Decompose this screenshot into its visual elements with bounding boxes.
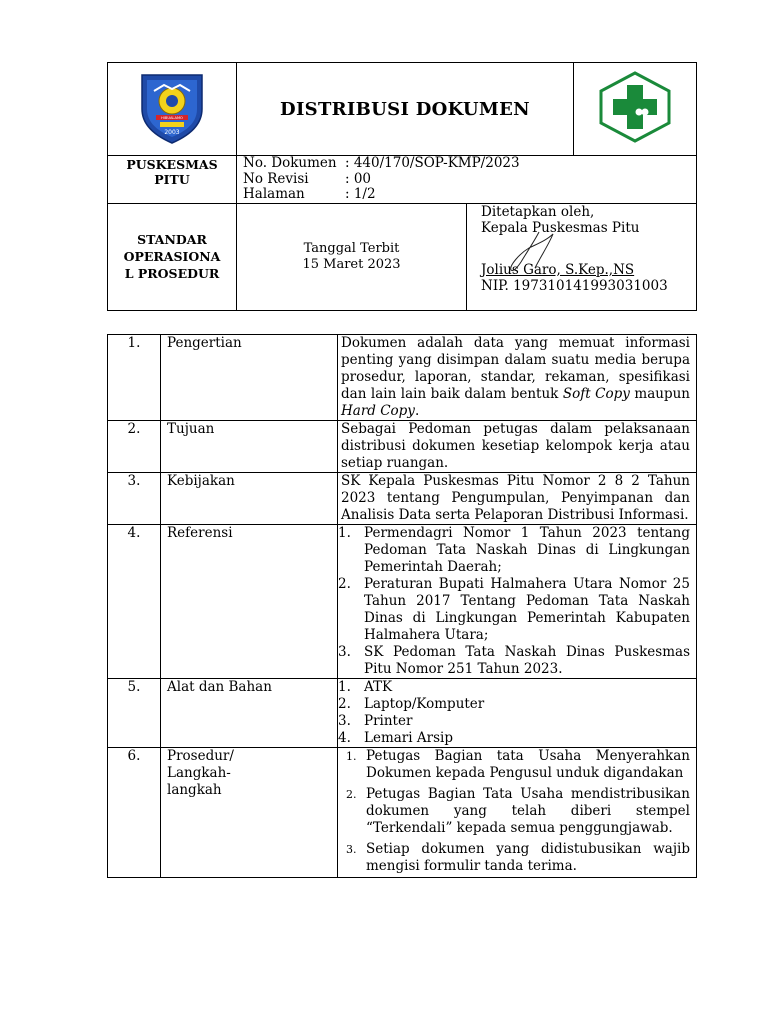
list-item: 2. Peraturan Bupati Halmahera Utara Nomor 25 Tahun 2017 Tentang Pedoman Tata Naskah Dinas di Lingkungan Pemerintah Kabupaten Halmahera Utara; xyxy=(338,576,690,643)
svg-text:HIBUALAMO: HIBUALAMO xyxy=(161,116,183,120)
regency-emblem-icon xyxy=(134,69,210,145)
row-label: Kebijakan xyxy=(161,473,338,525)
page-row xyxy=(243,187,696,203)
reference-list xyxy=(338,525,690,678)
document-number-row xyxy=(243,156,696,172)
table-row xyxy=(108,335,697,421)
sop-label-line2: OPERASIONA xyxy=(123,249,221,264)
document-title-text: DISTRIBUSI DOKUMEN xyxy=(280,98,530,120)
tools-list xyxy=(338,679,690,747)
list-item: 3. SK Pedoman Tata Naskah Dinas Puskesmas Pitu Nomor 251 Tahun 2023. xyxy=(338,644,690,677)
procedure-list xyxy=(346,748,690,875)
list-item: 1. ATK xyxy=(338,679,393,695)
issue-date-value: 15 Maret 2023 xyxy=(302,256,401,272)
signature-icon xyxy=(507,230,567,276)
document-number-label: No. Dokumen xyxy=(243,155,337,171)
row-number: 1. xyxy=(108,335,161,421)
table-row xyxy=(108,679,697,748)
approval-line1: Ditetapkan oleh, xyxy=(481,203,595,220)
sop-label-line3: L PROSEDUR xyxy=(124,266,220,281)
svg-text:2003: 2003 xyxy=(164,129,180,136)
row-content xyxy=(338,679,697,748)
table-row xyxy=(108,421,697,473)
document-info-cell xyxy=(237,156,697,204)
row-label: Referensi xyxy=(161,525,338,679)
revision-row xyxy=(243,172,696,188)
row-label: Tujuan xyxy=(161,421,338,473)
sop-content-table xyxy=(107,334,697,878)
approval-cell xyxy=(467,203,697,310)
row-number: 3. xyxy=(108,473,161,525)
table-row xyxy=(108,473,697,525)
sop-label-cell xyxy=(108,203,237,310)
page-label: Halaman xyxy=(243,186,305,202)
puskesmas-name-line1: PUSKESMAS xyxy=(126,157,218,172)
row-content: SK Kepala Puskesmas Pitu Nomor 2 8 2 Tahun 2023 tentang Pengumpulan, Penyimpanan dan Analisis Data serta Pelaporan Distribusi Informasi. xyxy=(338,473,697,525)
list-item: 3. Printer xyxy=(338,713,413,729)
document-number-value: : 440/170/SOP-KMP/2023 xyxy=(345,155,520,171)
issue-date-label: Tanggal Terbit xyxy=(303,240,400,256)
page-value: : 1/2 xyxy=(345,186,376,202)
list-item: 1. Petugas Bagian tata Usaha Menyerahkan Dokumen kepada Pengusul unduk digandakan xyxy=(346,748,690,781)
list-item: 4. Lemari Arsip xyxy=(338,730,453,746)
list-item: 3. Setiap dokumen yang didistubusikan wajib mengisi formulir tanda terima. xyxy=(346,841,690,874)
row-number: 2. xyxy=(108,421,161,473)
regency-logo-cell xyxy=(108,63,237,156)
row-content xyxy=(338,525,697,679)
revision-value: : 00 xyxy=(345,170,372,187)
issue-date-cell xyxy=(237,203,467,310)
table-row xyxy=(108,525,697,679)
puskesmas-cross-icon xyxy=(599,71,671,143)
list-item: 2. Petugas Bagian Tata Usaha mendistribusikan dokumen yang telah diberi stempel “Terkendali” kepada semua penggungjawab. xyxy=(346,786,690,836)
revision-label: No Revisi xyxy=(243,170,309,187)
puskesmas-logo-cell xyxy=(574,63,697,156)
row-content xyxy=(338,748,697,878)
puskesmas-name-cell xyxy=(108,156,237,204)
row-label: Pengertian xyxy=(161,335,338,421)
row-number: 4. xyxy=(108,525,161,679)
signer-nip: NIP. 197310141993031003 xyxy=(481,277,668,294)
puskesmas-name-line2: PITU xyxy=(154,172,190,187)
table-row xyxy=(108,748,697,878)
row-content: Sebagai Pedoman petugas dalam pelaksanaan distribusi dokumen kesetiap kelompok kerja atau setiap ruangan. xyxy=(338,421,697,473)
row-label: Prosedur/ Langkah- langkah xyxy=(161,748,338,878)
document-title xyxy=(237,63,574,156)
approval-line2: Kepala Puskesmas Pitu xyxy=(481,219,640,236)
sop-label-line1: STANDAR xyxy=(137,232,207,247)
list-item: 2. Laptop/Komputer xyxy=(338,696,485,712)
row-number: 6. xyxy=(108,748,161,878)
signer-name: Jolius Garo, S.Kep.,NS xyxy=(481,261,635,278)
list-item: 1. Permendagri Nomor 1 Tahun 2023 tentang Pedoman Tata Naskah Dinas di Lingkungan Pemerintah Daerah; xyxy=(338,525,690,575)
row-content: Dokumen adalah data yang memuat informasi penting yang disimpan dalam suatu media berupa prosedur, laporan, standar, rekaman, spesifikasi dan lain lain baik dalam bentuk Soft Copy maupun Hard Copy. xyxy=(338,335,697,421)
document-header xyxy=(107,62,697,311)
row-number: 5. xyxy=(108,679,161,748)
row-label: Alat dan Bahan xyxy=(161,679,338,748)
